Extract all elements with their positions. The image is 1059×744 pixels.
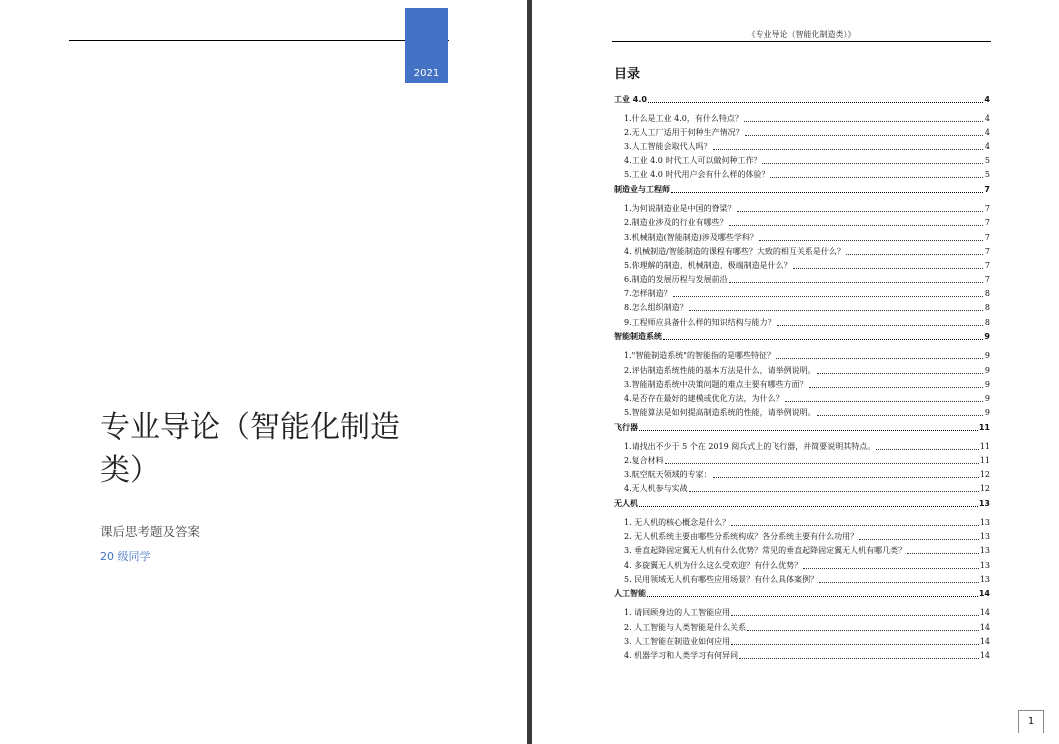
toc-dot-leader bbox=[793, 267, 983, 269]
toc-entry-title: 9.工程师应具备什么样的知识结构与能力？ bbox=[624, 317, 776, 327]
toc-entry-title: 4. 多旋翼无人机为什么这么受欢迎？有什么优势？ bbox=[624, 560, 803, 570]
toc-item[interactable] bbox=[614, 299, 990, 313]
toc-item[interactable] bbox=[614, 313, 990, 327]
running-header: 《专业导论（智能化制造类）》 bbox=[747, 30, 856, 39]
toc-entry-page: 4 bbox=[984, 127, 990, 137]
toc-entry-page: 13 bbox=[979, 560, 990, 570]
toc-entry-page: 9 bbox=[984, 393, 990, 403]
cover-top-rule bbox=[69, 40, 449, 41]
toc-entry-page: 4 bbox=[984, 94, 990, 104]
toc-entry-page: 14 bbox=[979, 651, 990, 660]
toc-entry-page: 5 bbox=[984, 156, 990, 166]
toc-entry-page: 9 bbox=[984, 379, 990, 389]
toc-item[interactable] bbox=[614, 124, 990, 138]
toc-dot-leader bbox=[819, 581, 979, 583]
toc-entry-title: 1. 无人机的核心概念是什么？ bbox=[624, 518, 731, 527]
toc-entry-page: 9 bbox=[984, 332, 990, 342]
toc-entry-page: 13 bbox=[978, 498, 990, 508]
toc-entry-page: 9 bbox=[984, 365, 990, 375]
toc-entry-page: 7 bbox=[984, 232, 990, 242]
toc-entry-title: 2. 人工智能与人类智能是什么关系 bbox=[624, 622, 747, 632]
toc-entry-page: 7 bbox=[984, 275, 990, 285]
toc-entry-page: 7 bbox=[984, 218, 990, 228]
toc-entry-page: 8 bbox=[984, 317, 990, 327]
toc-item[interactable] bbox=[614, 480, 990, 494]
toc-item[interactable] bbox=[614, 200, 990, 214]
toc-entry-page: 14 bbox=[979, 608, 990, 618]
toc-entry-title: 8.怎么组织制造？ bbox=[624, 303, 688, 313]
toc-entry-title: 5.智能算法是如何提高制造系统的性能，请举例说明。 bbox=[624, 408, 816, 418]
toc-entry-page: 13 bbox=[979, 518, 990, 527]
toc-entry-page: 11 bbox=[979, 441, 990, 451]
toc-entry-page: 4 bbox=[984, 142, 990, 152]
cover-subtitle: 课后思考题及答案 bbox=[100, 524, 201, 539]
toc-entry-page: 9 bbox=[984, 408, 990, 418]
toc-dot-leader bbox=[729, 281, 983, 283]
toc-dot-leader bbox=[744, 120, 983, 122]
toc-dot-leader bbox=[817, 372, 983, 374]
toc-list bbox=[614, 90, 990, 661]
toc-entry-title: 4. 机械制造/智能制造的课程有哪些？大致的相互关系是什么？ bbox=[624, 246, 845, 256]
toc-entry-page: 13 bbox=[979, 546, 990, 556]
toc-item[interactable] bbox=[614, 556, 990, 570]
toc-entry-page: 12 bbox=[979, 484, 990, 494]
toc-entry-title: 3.人工智能会取代人吗？ bbox=[624, 142, 712, 152]
toc-dot-leader bbox=[713, 148, 983, 150]
toc-entry-page: 5 bbox=[984, 170, 990, 180]
toc-entry-page: 14 bbox=[979, 636, 990, 646]
year-text: 2021 bbox=[413, 68, 440, 79]
toc-dot-leader bbox=[639, 429, 978, 431]
toc-entry-title: 2.评估制造系统性能的基本方法是什么，请举例说明。 bbox=[624, 365, 816, 375]
toc-item[interactable] bbox=[614, 257, 990, 271]
toc-dot-leader bbox=[731, 614, 979, 616]
toc-entry-title: 1.什么是工业 4.0，有什么特点？ bbox=[624, 113, 743, 123]
cover-author: 20 级同学 bbox=[100, 550, 151, 563]
toc-dot-leader bbox=[713, 476, 979, 478]
toc-entry-title: 2.无人工厂适用于何种生产情况？ bbox=[624, 127, 744, 137]
toc-entry-page: 11 bbox=[978, 422, 990, 432]
toc-item[interactable] bbox=[614, 452, 990, 466]
toc-entry-page: 13 bbox=[979, 574, 990, 584]
toc-dot-leader bbox=[817, 414, 983, 416]
toc-entry-title: 5.你理解的制造、机械制造、极端制造是什么？ bbox=[624, 260, 792, 270]
toc-entry-title: 1.请找出不少于 5 个在 2019 阅兵式上的飞行器，并简要说明其特点。 bbox=[624, 441, 876, 451]
toc-entry-title: 3.机械制造(智能制造)涉及哪些学科？ bbox=[624, 232, 758, 242]
toc-dot-leader bbox=[731, 643, 979, 645]
toc-item[interactable] bbox=[614, 438, 990, 452]
toc-entry-page: 14 bbox=[979, 622, 990, 632]
toc-section[interactable] bbox=[614, 585, 990, 600]
toc-item[interactable] bbox=[614, 228, 990, 242]
toc-entry-title: 1."智能制造系统"的智能指的是哪些特征？ bbox=[624, 351, 775, 361]
toc-dot-leader bbox=[729, 224, 983, 226]
toc-item[interactable] bbox=[614, 285, 990, 299]
toc-entry-page: 7 bbox=[984, 204, 990, 214]
toc-dot-leader bbox=[671, 191, 983, 193]
toc-item[interactable] bbox=[614, 618, 990, 632]
toc-section[interactable] bbox=[614, 494, 990, 509]
toc-entry-title: 4.是否存在最好的建模或优化方法，为什么？ bbox=[624, 393, 784, 403]
toc-item[interactable] bbox=[614, 390, 990, 404]
toc-dot-leader bbox=[731, 524, 979, 526]
toc-dot-leader bbox=[689, 490, 979, 492]
toc-entry-title: 4.无人机参与实战 bbox=[624, 484, 688, 494]
toc-entry-title: 2.制造业涉及的行业有哪些？ bbox=[624, 218, 728, 228]
toc-entry-page: 12 bbox=[979, 470, 990, 480]
toc-entry-title: 7.怎样制造？ bbox=[624, 289, 672, 299]
toc-entry-title: 无人机 bbox=[614, 498, 638, 508]
toc-section[interactable] bbox=[614, 418, 990, 433]
toc-item[interactable] bbox=[614, 166, 990, 180]
toc-item[interactable] bbox=[614, 647, 990, 661]
year-badge bbox=[405, 8, 448, 83]
toc-entry-page: 4 bbox=[984, 113, 990, 123]
toc-item[interactable] bbox=[614, 376, 990, 390]
toc-dot-leader bbox=[776, 357, 983, 359]
toc-entry-page: 13 bbox=[979, 532, 990, 542]
toc-item[interactable] bbox=[614, 347, 990, 361]
toc-entry-title: 6.制造的发展历程与发展前沿 bbox=[624, 275, 728, 285]
toc-dot-leader bbox=[770, 176, 983, 178]
toc-dot-leader bbox=[745, 134, 983, 136]
toc-dot-leader bbox=[673, 295, 983, 297]
toc-item[interactable] bbox=[614, 542, 990, 556]
toc-dot-leader bbox=[747, 629, 979, 631]
toc-dot-leader bbox=[803, 567, 979, 569]
toc-entry-title: 4.工业 4.0 时代工人可以做何种工作？ bbox=[624, 156, 762, 166]
toc-entry-title: 制造业与工程师 bbox=[614, 184, 670, 194]
toc-item[interactable] bbox=[614, 243, 990, 257]
toc-item[interactable] bbox=[614, 110, 990, 124]
toc-entry-title: 3.航空航天领域的专家： bbox=[624, 470, 712, 480]
toc-dot-leader bbox=[785, 400, 983, 402]
toc-dot-leader bbox=[762, 162, 983, 164]
toc-item[interactable] bbox=[614, 271, 990, 285]
toc-entry-title: 飞行器 bbox=[614, 422, 638, 432]
toc-entry-title: 5. 民用领域无人机有哪些应用场景？有什么具体案例？ bbox=[624, 574, 819, 584]
toc-entry-title: 2.复合材料 bbox=[624, 455, 664, 465]
toc-item[interactable] bbox=[614, 152, 990, 166]
toc-dot-leader bbox=[876, 448, 979, 450]
toc-section[interactable] bbox=[614, 328, 990, 343]
toc-entry-page: 9 bbox=[984, 351, 990, 361]
toc-item[interactable] bbox=[614, 138, 990, 152]
page-number: 1 bbox=[1018, 710, 1044, 733]
toc-dot-leader bbox=[846, 253, 983, 255]
toc-entry-page: 7 bbox=[984, 260, 990, 270]
toc-item[interactable] bbox=[614, 466, 990, 480]
toc-dot-leader bbox=[739, 657, 979, 659]
toc-entry-title: 5.工业 4.0 时代用户会有什么样的体验？ bbox=[624, 170, 770, 180]
toc-entry-title: 1. 请回顾身边的人工智能应用 bbox=[624, 608, 731, 618]
toc-dot-leader bbox=[759, 239, 983, 241]
toc-entry-page: 8 bbox=[984, 303, 990, 313]
toc-section[interactable] bbox=[614, 90, 990, 105]
toc-item[interactable] bbox=[614, 514, 990, 528]
toc-entry-title: 4. 机器学习和人类学习有何异同 bbox=[624, 651, 739, 660]
toc-entry-page: 11 bbox=[979, 455, 990, 465]
toc-entry-title: 人工智能 bbox=[614, 589, 646, 599]
toc-dot-leader bbox=[907, 552, 979, 554]
toc-dot-leader bbox=[777, 324, 983, 326]
toc-entry-title: 2. 无人机系统主要由哪些分系统构成？各分系统主要有什么功用？ bbox=[624, 532, 859, 542]
toc-item[interactable] bbox=[614, 361, 990, 375]
toc-dot-leader bbox=[809, 386, 983, 388]
toc-entry-title: 1.为何说制造业是中国的脊梁？ bbox=[624, 204, 736, 214]
toc-entry-page: 14 bbox=[978, 589, 990, 599]
toc-dot-leader bbox=[859, 538, 979, 540]
toc-entry-title: 工业 4.0 bbox=[614, 94, 647, 104]
toc-entry-title: 智能制造系统 bbox=[614, 332, 662, 342]
toc-item[interactable] bbox=[614, 604, 990, 618]
toc-item[interactable] bbox=[614, 214, 990, 228]
toc-entry-page: 8 bbox=[984, 289, 990, 299]
toc-dot-leader bbox=[737, 210, 983, 212]
toc-dot-leader bbox=[648, 101, 983, 103]
toc-dot-leader bbox=[639, 505, 978, 507]
toc-item[interactable] bbox=[614, 633, 990, 647]
toc-entry-title: 3. 垂直起降固定翼无人机有什么优势？常见的垂直起降固定翼无人机有哪几类？ bbox=[624, 546, 907, 556]
cover-page bbox=[0, 0, 527, 744]
toc-item[interactable] bbox=[614, 571, 990, 585]
toc-dot-leader bbox=[647, 595, 978, 597]
toc-item[interactable] bbox=[614, 528, 990, 542]
toc-dot-leader bbox=[663, 338, 983, 340]
toc-entry-page: 7 bbox=[984, 184, 990, 194]
cover-title: 专业导论（智能化制造类） bbox=[100, 410, 400, 488]
toc-dot-leader bbox=[689, 309, 983, 311]
toc-dot-leader bbox=[665, 462, 979, 464]
toc-heading: 目录 bbox=[614, 67, 641, 82]
toc-item[interactable] bbox=[614, 404, 990, 418]
header-rule bbox=[612, 41, 991, 42]
toc-entry-page: 7 bbox=[984, 246, 990, 256]
toc-page bbox=[532, 0, 1059, 744]
toc-entry-title: 3. 人工智能在制造业如何应用 bbox=[624, 636, 731, 646]
toc-entry-title: 3.智能制造系统中决策问题的难点主要有哪些方面？ bbox=[624, 379, 808, 389]
toc-section[interactable] bbox=[614, 180, 990, 195]
